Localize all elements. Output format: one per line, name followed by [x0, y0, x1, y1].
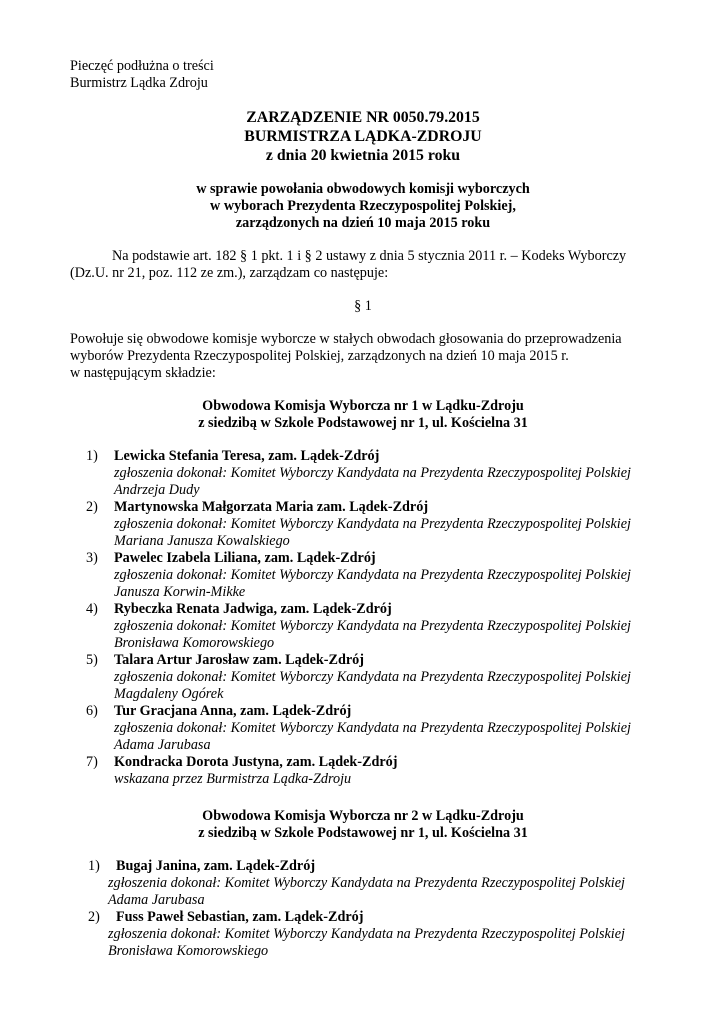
document-subject: [70, 181, 656, 232]
member-number: 3): [86, 550, 98, 566]
member-name: Lewicka Stefania Teresa, zam. Lądek-Zdrój: [114, 448, 380, 464]
member-name: Tur Gracjana Anna, zam. Lądek-Zdrój: [114, 703, 352, 719]
member-nomination-source: zgłoszenia dokonał: Komitet Wyborczy Kandydata na Prezydenta Rzeczypospolitej Polskiej: [114, 720, 631, 736]
member-name: Bugaj Janina, zam. Lądek-Zdrój: [116, 858, 316, 874]
commission-1-head-line-1: Obwodowa Komisja Wyborcza nr 1 w Lądku-Zdroju: [202, 398, 524, 414]
member-item: [70, 499, 656, 550]
commission-2: [70, 808, 656, 960]
member-nomination-source: zgłoszenia dokonał: Komitet Wyborczy Kandydata na Prezydenta Rzeczypospolitej Polskiej: [114, 618, 631, 634]
member-name: Rybeczka Renata Jadwiga, zam. Lądek-Zdrój: [114, 601, 392, 617]
member-item: [70, 858, 656, 909]
member-nomination-source: zgłoszenia dokonał: Komitet Wyborczy Kandydata na Prezydenta Rzeczypospolitej Polskiej: [114, 567, 631, 583]
member-nomination-source: zgłoszenia dokonał: Komitet Wyborczy Kandydata na Prezydenta Rzeczypospolitej Polskiej: [108, 926, 625, 942]
member-item: [70, 550, 656, 601]
commission-1-heading: [70, 398, 656, 432]
appoint-line-3: w następującym składzie:: [70, 365, 216, 381]
member-nomination-source: zgłoszenia dokonał: Komitet Wyborczy Kandydata na Prezydenta Rzeczypospolitej Polskiej: [114, 669, 631, 685]
seal-line-1: Pieczęć podłużna o treści: [70, 58, 214, 74]
member-number: 1): [86, 448, 98, 464]
member-nomination-candidate: Janusza Korwin-Mikke: [114, 584, 246, 600]
commission-1-head-line-2: z siedzibą w Szkole Podstawowej nr 1, ul. Kościelna 31: [198, 415, 528, 431]
member-item: [70, 703, 656, 754]
commission-1-members: [70, 448, 656, 788]
member-number: 5): [86, 652, 98, 668]
appoint-line-1: Powołuje się obwodowe komisje wyborcze w stałych obwodach głosowania do przeprowadzenia: [70, 331, 622, 347]
member-nomination-candidate: Bronisława Komorowskiego: [114, 635, 275, 651]
member-nomination-source: zgłoszenia dokonał: Komitet Wyborczy Kandydata na Prezydenta Rzeczypospolitej Polskiej: [108, 875, 625, 891]
appointment-text: [70, 331, 656, 382]
paragraph-mark: § 1: [354, 298, 372, 314]
member-nomination-source: zgłoszenia dokonał: Komitet Wyborczy Kandydata na Prezydenta Rzeczypospolitej Polskiej: [114, 465, 631, 481]
subject-line-2: w wyborach Prezydenta Rzeczypospolitej Polskiej,: [210, 198, 516, 214]
document-title: [70, 108, 656, 165]
commission-1: [70, 398, 656, 788]
member-number: 4): [86, 601, 98, 617]
document-page: [70, 58, 656, 960]
legal-basis: [70, 248, 656, 282]
commission-2-head-line-1: Obwodowa Komisja Wyborcza nr 2 w Lądku-Zdroju: [202, 808, 524, 824]
basis-line-1: Na podstawie art. 182 § 1 pkt. 1 i § 2 ustawy z dnia 5 stycznia 2011 r. – Kodeks Wyborczy: [112, 248, 627, 264]
member-name: Martynowska Małgorzata Maria zam. Lądek-Zdrój: [114, 499, 429, 515]
member-nomination-candidate: Bronisława Komorowskiego: [108, 943, 269, 959]
seal-note: [70, 58, 656, 92]
member-nomination-candidate: Magdaleny Ogórek: [114, 686, 224, 702]
member-nomination-source: zgłoszenia dokonał: Komitet Wyborczy Kandydata na Prezydenta Rzeczypospolitej Polskiej: [114, 516, 631, 532]
member-number: 1): [88, 858, 100, 874]
member-nomination-candidate: Adama Jarubasa: [114, 737, 211, 753]
commission-2-heading: [70, 808, 656, 842]
member-item: [70, 652, 656, 703]
title-line-3: z dnia 20 kwietnia 2015 roku: [265, 147, 461, 164]
title-line-2: BURMISTRZA LĄDKA-ZDROJU: [244, 128, 482, 145]
member-nomination-candidate: Andrzeja Dudy: [114, 482, 200, 498]
member-nomination-candidate: Adama Jarubasa: [108, 892, 205, 908]
member-number: 2): [88, 909, 100, 925]
member-nomination-candidate: Mariana Janusza Kowalskiego: [114, 533, 290, 549]
member-item: [70, 754, 656, 788]
commission-2-members: [70, 858, 656, 960]
member-item: [70, 601, 656, 652]
basis-line-2: (Dz.U. nr 21, poz. 112 ze zm.), zarządzam co następuje:: [70, 265, 389, 281]
member-item: [70, 448, 656, 499]
member-name: Talara Artur Jarosław zam. Lądek-Zdrój: [114, 652, 364, 668]
seal-line-2: Burmistrz Lądka Zdroju: [70, 75, 208, 91]
member-nomination-source: wskazana przez Burmistrza Lądka-Zdroju: [114, 771, 352, 787]
member-number: 6): [86, 703, 98, 719]
commission-2-head-line-2: z siedzibą w Szkole Podstawowej nr 1, ul. Kościelna 31: [198, 825, 528, 841]
subject-line-1: w sprawie powołania obwodowych komisji wyborczych: [196, 181, 530, 197]
member-name: Fuss Paweł Sebastian, zam. Lądek-Zdrój: [116, 909, 364, 925]
member-number: 2): [86, 499, 98, 515]
member-name: Kondracka Dorota Justyna, zam. Lądek-Zdrój: [114, 754, 398, 770]
title-line-1: ZARZĄDZENIE NR 0050.79.2015: [246, 109, 480, 126]
member-item: [70, 909, 656, 960]
member-name: Pawelec Izabela Liliana, zam. Lądek-Zdrój: [114, 550, 376, 566]
appoint-line-2: wyborów Prezydenta Rzeczypospolitej Polskiej, zarządzonych na dzień 10 maja 2015 r.: [70, 348, 569, 364]
subject-line-3: zarządzonych na dzień 10 maja 2015 roku: [235, 215, 491, 231]
member-number: 7): [86, 754, 98, 770]
